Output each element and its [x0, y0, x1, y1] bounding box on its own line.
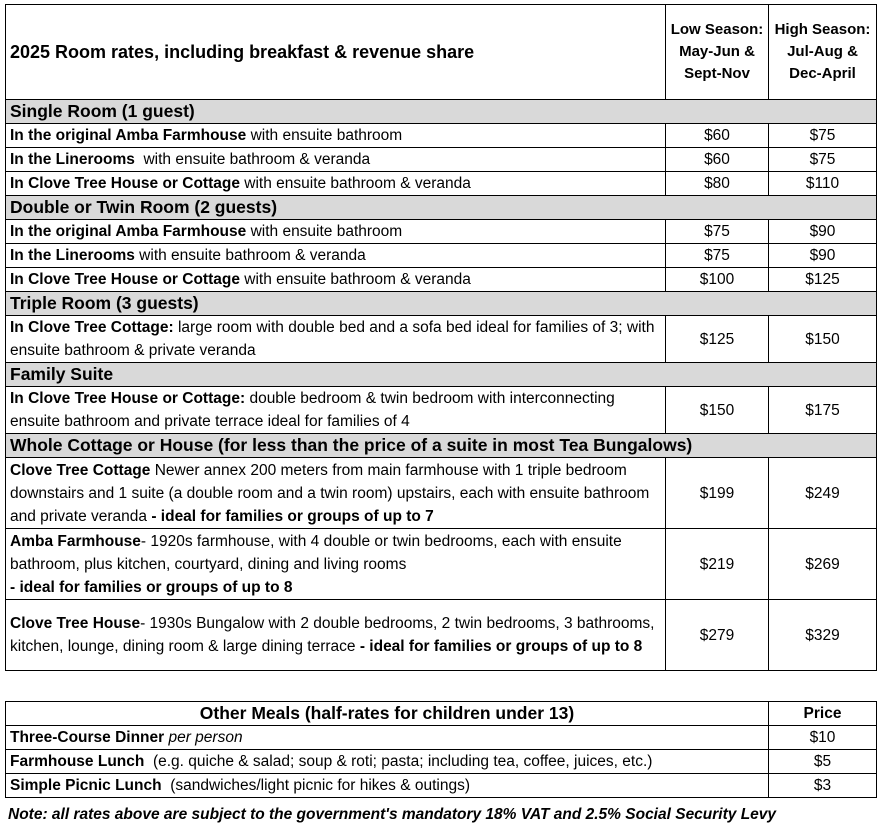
meals-price-header: Price: [769, 702, 877, 726]
section-title: Family Suite: [6, 363, 877, 387]
table-row: [6, 124, 877, 148]
table-row: [6, 726, 877, 750]
section-double-twin-room: [6, 196, 877, 220]
room-description: In the original Amba Farmhouse with ensuite bathroom: [6, 124, 666, 148]
low-season-price: $219: [666, 529, 769, 600]
high-season-price: $150: [769, 316, 877, 363]
section-single-room: [6, 100, 877, 124]
low-season-price: $100: [666, 268, 769, 292]
room-ideal-for: - ideal for families or groups of up to 8: [355, 638, 643, 655]
meal-description: Simple Picnic Lunch (sandwiches/light picnic for hikes & outings): [6, 774, 769, 798]
low-season-price: $150: [666, 387, 769, 434]
high-season-price: $125: [769, 268, 877, 292]
room-description: In Clove Tree House or Cottage with ensuite bathroom & veranda: [6, 268, 666, 292]
table-row: [6, 458, 877, 529]
meals-title: Other Meals (half-rates for children under 13): [6, 702, 769, 726]
room-rates-table: [5, 4, 877, 671]
table-header-row: [6, 5, 877, 100]
room-name: Clove Tree House: [10, 615, 141, 632]
meal-name: Simple Picnic Lunch: [10, 777, 162, 794]
section-whole-cottage-house: [6, 434, 877, 458]
table-row: [6, 774, 877, 798]
room-name: In Clove Tree House or Cottage: [10, 175, 240, 192]
room-name: In the original Amba Farmhouse: [10, 223, 247, 240]
room-ideal-for: - ideal for families or groups of up to 7: [147, 507, 434, 525]
room-description: In Clove Tree House or Cottage with ensuite bathroom & veranda: [6, 172, 666, 196]
high-season-price: $75: [769, 124, 877, 148]
low-season-header: Low Season: May-Jun & Sept-Nov: [666, 5, 769, 100]
low-season-price: $75: [666, 244, 769, 268]
room-name: In Clove Tree Cottage:: [10, 319, 174, 336]
section-title: Double or Twin Room (2 guests): [6, 196, 877, 220]
high-season-price: $329: [769, 600, 877, 671]
table-row: [6, 148, 877, 172]
section-title: Single Room (1 guest): [6, 100, 877, 124]
meals-header-row: [6, 702, 877, 726]
low-season-price: $279: [666, 600, 769, 671]
room-description: In Clove Tree Cottage: large room with double bed and a sofa bed ideal for families of 3; with ensuite bathroom & private veranda: [6, 316, 666, 363]
section-family-suite: [6, 363, 877, 387]
room-name: In Clove Tree House or Cottage:: [10, 390, 246, 407]
table-row: [6, 387, 877, 434]
low-season-price: $80: [666, 172, 769, 196]
other-meals-table: [5, 701, 877, 798]
meal-description: Farmhouse Lunch (e.g. quiche & salad; soup & roti; pasta; including tea, coffee, juices, etc.): [6, 750, 769, 774]
table-row: [6, 244, 877, 268]
table-row: [6, 600, 877, 671]
room-name: Clove Tree Cottage: [10, 461, 151, 479]
low-season-price: $199: [666, 458, 769, 529]
room-description: In Clove Tree House or Cottage: double bedroom & twin bedroom with interconnecting ensuite bathroom and private terrace ideal for families of 4: [6, 387, 666, 434]
low-season-price: $60: [666, 148, 769, 172]
section-title: Triple Room (3 guests): [6, 292, 877, 316]
high-season-header: High Season: Jul-Aug & Dec-April: [769, 5, 877, 100]
table-row: [6, 172, 877, 196]
low-season-price: $75: [666, 220, 769, 244]
room-description: Clove Tree House- 1930s Bungalow with 2 double bedrooms, 2 twin bedrooms, 3 bathrooms, kitchen, lounge, dining room & large dining terrace - ideal for families or groups of up to 8: [6, 600, 666, 671]
meal-price: $5: [769, 750, 877, 774]
room-ideal-for: - ideal for families or groups of up to 8: [10, 578, 293, 596]
low-season-price: $125: [666, 316, 769, 363]
high-season-price: $75: [769, 148, 877, 172]
high-season-price: $175: [769, 387, 877, 434]
room-description: Amba Farmhouse- 1920s farmhouse, with 4 double or twin bedrooms, each with ensuite bathroom, plus kitchen, courtyard, dining and living rooms - ideal for families or groups of up to 8: [6, 529, 666, 600]
room-description: In the original Amba Farmhouse with ensuite bathroom: [6, 220, 666, 244]
meal-price: $10: [769, 726, 877, 750]
high-season-price: $90: [769, 220, 877, 244]
high-season-price: $249: [769, 458, 877, 529]
tax-note: Note: all rates above are subject to the government's mandatory 18% VAT and 2.5% Social Security Levy: [8, 806, 777, 823]
meal-name: Farmhouse Lunch: [10, 753, 145, 770]
table-row: [6, 268, 877, 292]
meal-price: $3: [769, 774, 877, 798]
room-description: In the Linerooms with ensuite bathroom & veranda: [6, 244, 666, 268]
high-season-price: $90: [769, 244, 877, 268]
table-row: [6, 316, 877, 363]
table-title: 2025 Room rates, including breakfast & revenue share: [6, 5, 666, 100]
section-title: Whole Cottage or House (for less than the price of a suite in most Tea Bungalows): [6, 434, 877, 458]
high-season-price: $110: [769, 172, 877, 196]
meal-description: Three-Course Dinner per person: [6, 726, 769, 750]
room-name: In the original Amba Farmhouse: [10, 127, 247, 144]
section-triple-room: [6, 292, 877, 316]
meal-name: Three-Course Dinner: [10, 729, 165, 746]
room-description: In the Linerooms with ensuite bathroom & veranda: [6, 148, 666, 172]
room-name: In the Linerooms: [10, 247, 135, 264]
table-row: [6, 529, 877, 600]
table-row: [6, 220, 877, 244]
room-description: Clove Tree Cottage Newer annex 200 meters from main farmhouse with 1 triple bedroom downstairs and 1 suite (a double room and a twin room) upstairs, each with ensuite bathroom and private veranda - ideal for families or groups of up to 7: [6, 458, 666, 529]
table-row: [6, 750, 877, 774]
room-name: In the Linerooms: [10, 151, 135, 168]
room-name: In Clove Tree House or Cottage: [10, 271, 240, 288]
room-name: Amba Farmhouse: [10, 532, 141, 550]
low-season-price: $60: [666, 124, 769, 148]
high-season-price: $269: [769, 529, 877, 600]
